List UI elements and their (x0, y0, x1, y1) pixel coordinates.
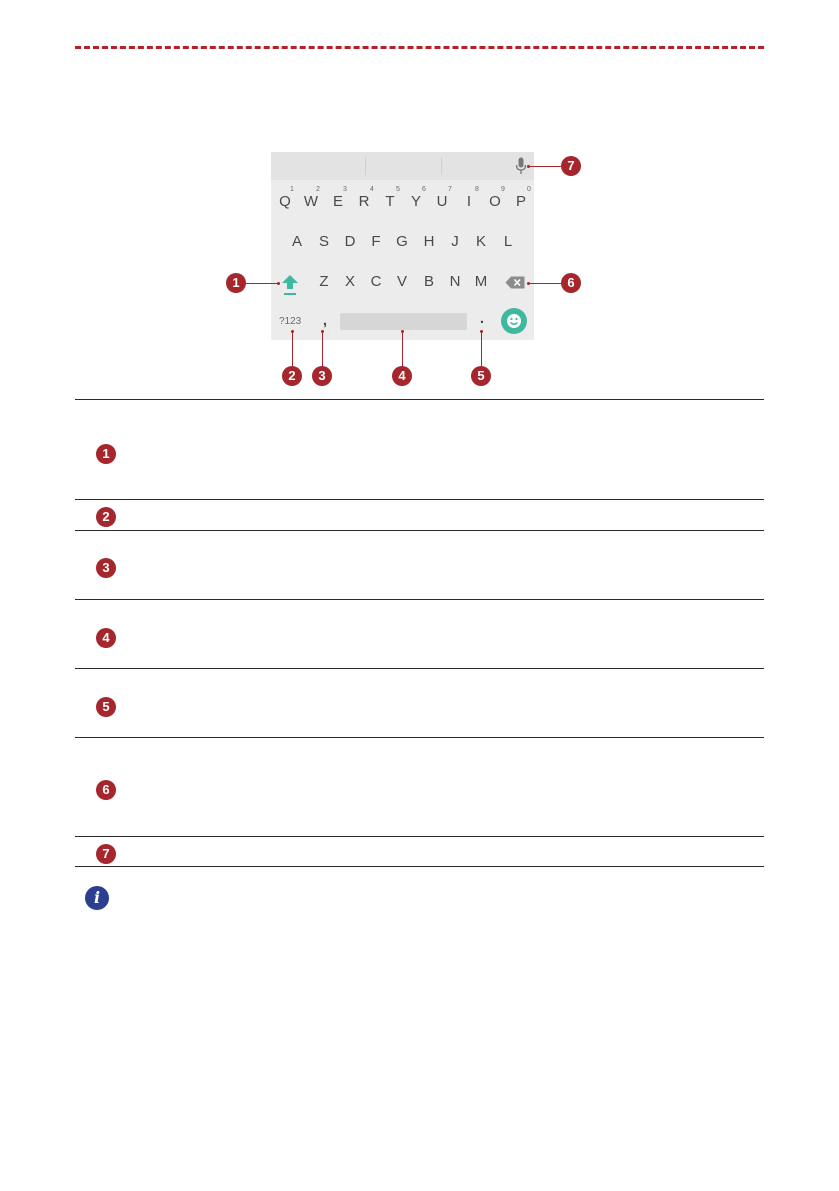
key-c[interactable]: C (370, 273, 382, 290)
key-digit: 5 (396, 186, 400, 193)
table-row (75, 668, 764, 737)
row-number-badge: 7 (96, 844, 116, 864)
key-g[interactable]: G (396, 233, 408, 250)
callout-dot (401, 330, 404, 333)
key-z[interactable]: Z (319, 273, 329, 290)
key-digit: 8 (475, 186, 479, 193)
callout-dot (480, 330, 483, 333)
key-s[interactable]: S (318, 233, 329, 250)
key-o[interactable]: O (489, 193, 501, 210)
key-j[interactable]: J (451, 233, 459, 250)
key-d[interactable]: D (344, 233, 356, 250)
symbols-key[interactable]: ?123 (279, 316, 302, 327)
key-digit: 6 (422, 186, 426, 193)
microphone-icon[interactable] (515, 157, 527, 175)
suggestion-bar (271, 152, 534, 180)
suggestion-separator (365, 157, 366, 175)
callout-dot (291, 330, 294, 333)
key-b[interactable]: B (423, 273, 434, 290)
row-number-badge: 6 (96, 780, 116, 800)
key-l[interactable]: L (503, 233, 513, 250)
key-r[interactable]: R (358, 193, 370, 210)
callout-leader (246, 283, 278, 284)
table-row (75, 530, 764, 599)
table-row (75, 399, 764, 499)
backspace-icon[interactable] (505, 276, 525, 289)
key-w[interactable]: W (303, 193, 319, 210)
shift-arrow-icon[interactable] (281, 274, 299, 296)
callout-leader (292, 331, 293, 366)
key-f[interactable]: F (371, 233, 381, 250)
table-row (75, 599, 764, 668)
period-key[interactable]: . (479, 310, 485, 327)
key-digit: 4 (370, 186, 374, 193)
suggestion-separator (441, 157, 442, 175)
key-t[interactable]: T (385, 193, 395, 210)
space-bar[interactable] (340, 313, 467, 330)
callout-7: 7 (561, 156, 581, 176)
callout-leader (528, 283, 561, 284)
callout-6: 6 (561, 273, 581, 293)
comma-key[interactable]: , (322, 312, 328, 329)
row-number-badge: 2 (96, 507, 116, 527)
table-row (75, 836, 764, 867)
key-k[interactable]: K (475, 233, 486, 250)
key-digit: 1 (290, 186, 294, 193)
key-v[interactable]: V (396, 273, 407, 290)
callout-leader (322, 331, 323, 366)
row-number-badge: 5 (96, 697, 116, 717)
key-h[interactable]: H (423, 233, 435, 250)
key-e[interactable]: E (332, 193, 343, 210)
key-digit: 0 (527, 186, 531, 193)
header-divider (75, 46, 764, 49)
row-number-badge: 3 (96, 558, 116, 578)
key-digit: 3 (343, 186, 347, 193)
key-u[interactable]: U (436, 193, 448, 210)
smiley-icon (506, 313, 522, 329)
emoji-key[interactable] (501, 308, 527, 334)
key-q[interactable]: Q (279, 193, 291, 210)
legend-table (75, 399, 764, 867)
key-p[interactable]: P (515, 193, 526, 210)
callout-2: 2 (282, 366, 302, 386)
key-m[interactable]: M (474, 273, 488, 290)
key-digit: 7 (448, 186, 452, 193)
key-digit: 9 (501, 186, 505, 193)
key-a[interactable]: A (291, 233, 302, 250)
key-digit: 2 (316, 186, 320, 193)
key-i[interactable]: I (466, 193, 472, 210)
callout-dot (527, 165, 530, 168)
callout-1: 1 (226, 273, 246, 293)
key-x[interactable]: X (344, 273, 355, 290)
callout-4: 4 (392, 366, 412, 386)
keyboard-illustration (271, 152, 534, 340)
row-number-badge: 1 (96, 444, 116, 464)
callout-leader (481, 331, 482, 366)
callout-dot (321, 330, 324, 333)
key-y[interactable]: Y (410, 193, 421, 210)
info-icon: i (85, 886, 109, 910)
callout-leader (402, 331, 403, 366)
table-row (75, 737, 764, 836)
table-row (75, 499, 764, 530)
callout-dot (277, 282, 280, 285)
callout-3: 3 (312, 366, 332, 386)
key-n[interactable]: N (449, 273, 461, 290)
callout-dot (527, 282, 530, 285)
callout-leader (528, 166, 561, 167)
callout-5: 5 (471, 366, 491, 386)
row-number-badge: 4 (96, 628, 116, 648)
